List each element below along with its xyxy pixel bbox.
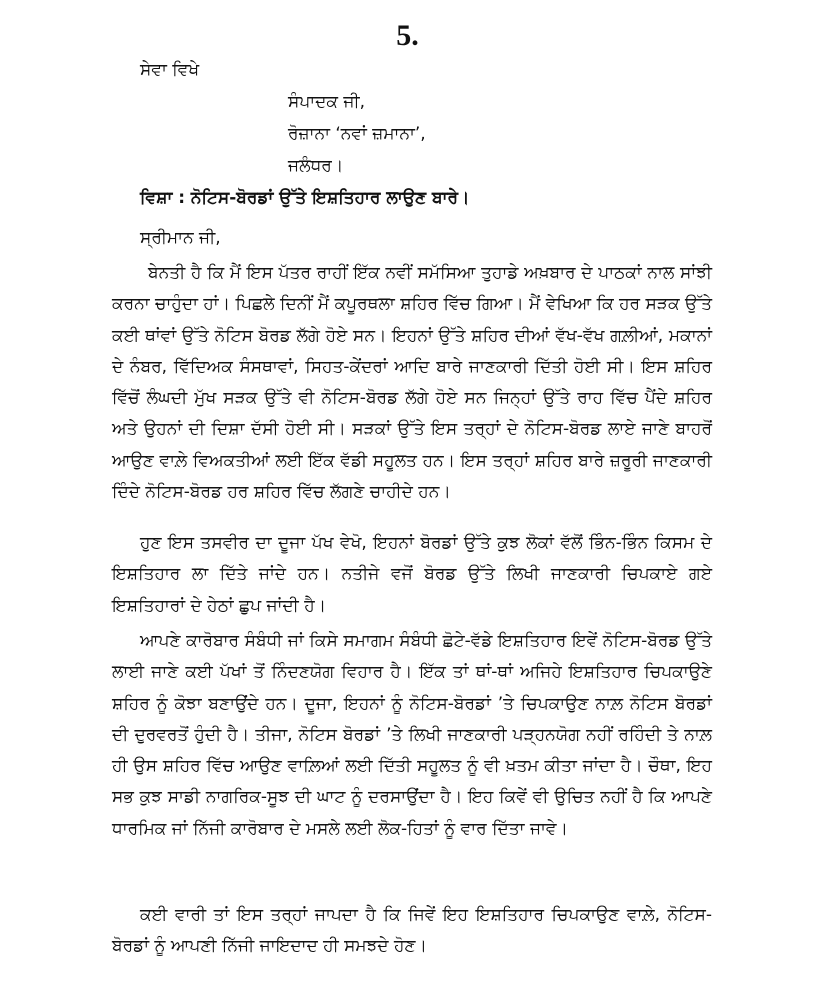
- salutation-top: ਸੇਵਾ ਵਿਖੇ: [140, 60, 200, 80]
- body-paragraph-1: ਬੇਨਤੀ ਹੈ ਕਿ ਮੈਂ ਇਸ ਪੱਤਰ ਰਾਹੀਂ ਇੱਕ ਨਵੀਂ ਸਮੱਸਿਆ ਤੁਹਾਡੇ ਅਖ਼ਬਾਰ ਦੇ ਪਾਠਕਾਂ ਨਾਲ ਸਾਂਝੀ ਕਰਨਾ ਚਾਹੁੰਦਾ ਹਾਂ। ਪਿਛਲੇ ਦਿਨੀਂ ਮੈਂ ਕਪੂਰਥਲਾ ਸ਼ਹਿਰ ਵਿੱਚ ਗਿਆ। ਮੈਂ ਵੇਖਿਆ ਕਿ ਹਰ ਸੜਕ ਉੱਤੇ ਕਈ ਥਾਂਵਾਂ ਉੱਤੇ ਨੋਟਿਸ ਬੋਰਡ ਲੱਗੇ ਹੋਏ ਸਨ। ਇਹਨਾਂ ਉੱਤੇ ਸ਼ਹਿਰ ਦੀਆਂ ਵੱਖ-ਵੱਖ ਗਲ਼ੀਆਂ, ਮਕਾਨਾਂ ਦੇ ਨੰਬਰ, ਵਿੱਦਿਅਕ ਸੰਸਥਾਵਾਂ, ਸਿਹਤ-ਕੇਂਦਰਾਂ ਆਦਿ ਬਾਰੇ ਜਾਣਕਾਰੀ ਦਿੱਤੀ ਹੋਈ ਸੀ। ਇਸ ਸ਼ਹਿਰ ਵਿੱਚੋਂ ਲੰਘਦੀ ਮੁੱਖ ਸੜਕ ਉੱਤੇ ਵੀ ਨੋਟਿਸ-ਬੋਰਡ ਲੱਗੇ ਹੋਏ ਸਨ ਜਿਨ੍ਹਾਂ ਉੱਤੇ ਰਾਹ ਵਿੱਚ ਪੈਂਦੇ ਸ਼ਹਿਰ ਅਤੇ ਉਹਨਾਂ ਦੀ ਦਿਸ਼ਾ ਦੱਸੀ ਹੋਈ ਸੀ। ਸੜਕਾਂ ਉੱਤੇ ਇਸ ਤਰ੍ਹਾਂ ਦੇ ਨੋਟਿਸ-ਬੋਰਡ ਲਾਏ ਜਾਣੇ ਬਾਹਰੋਂ ਆਉਣ ਵਾਲ਼ੇ ਵਿਅਕਤੀਆਂ ਲਈ ਇੱਕ ਵੱਡੀ ਸਹੂਲਤ ਹਨ। ਇਸ ਤਰ੍ਹਾਂ ਸ਼ਹਿਰ ਬਾਰੇ ਜ਼ਰੂਰੀ ਜਾਣਕਾਰੀ ਦਿੰਦੇ ਨੋਟਿਸ-ਬੋਰਡ ਹਰ ਸ਼ਹਿਰ ਵਿੱਚ ਲੱਗਣੇ ਚਾਹੀਦੇ ਹਨ।: [112, 263, 712, 503]
- recipient-line-city: ਜਲੰਧਰ।: [288, 156, 344, 176]
- body-paragraph-2: ਹੁਣ ਇਸ ਤਸਵੀਰ ਦਾ ਦੂਜਾ ਪੱਖ ਵੇਖੋ, ਇਹਨਾਂ ਬੋਰਡਾਂ ਉੱਤੇ ਕੁਝ ਲੋਕਾਂ ਵੱਲੋਂ ਭਿੰਨ-ਭਿੰਨ ਕਿਸਮ ਦੇ ਇਸ਼ਤਿਹਾਰ ਲਾ ਦਿੱਤੇ ਜਾਂਦੇ ਹਨ। ਨਤੀਜੇ ਵਜੋਂ ਬੋਰਡ ਉੱਤੇ ਲਿਖੀ ਜਾਣਕਾਰੀ ਚਿਪਕਾਏ ਗਏ ਇਸ਼ਤਿਹਾਰਾਂ ਦੇ ਹੇਠਾਂ ਛੁਪ ਜਾਂਦੀ ਹੈ।: [112, 533, 712, 616]
- recipient-line-newspaper: ਰੋਜ਼ਾਨਾ ‘ਨਵਾਂ ਜ਼ਮਾਨਾ’,: [288, 124, 426, 144]
- body-paragraph-4: ਕਈ ਵਾਰੀ ਤਾਂ ਇਸ ਤਰ੍ਹਾਂ ਜਾਪਦਾ ਹੈ ਕਿ ਜਿਵੇਂ ਇਹ ਇਸ਼ਤਿਹਾਰ ਚਿਪਕਾਉਣ ਵਾਲ਼ੇ, ਨੋਟਿਸ-ਬੋਰਡਾਂ ਨੂੰ ਆਪਣੀ ਨਿੱਜੀ ਜਾਇਦਾਦ ਹੀ ਸਮਝਦੇ ਹੋਣ।: [112, 905, 712, 957]
- letter-greeting: ਸ੍ਰੀਮਾਨ ਜੀ,: [140, 228, 221, 248]
- letter-subject: ਵਿਸ਼ਾ : ਨੋਟਿਸ-ਬੋਰਡਾਂ ਉੱਤੇ ਇਸ਼ਤਿਹਾਰ ਲਾਉਣ ਬਾਰੇ।: [140, 188, 470, 208]
- page-number: 5.: [396, 19, 419, 52]
- recipient-line-editor: ਸੰਪਾਦਕ ਜੀ,: [288, 92, 366, 112]
- body-paragraph-3: ਆਪਣੇ ਕਾਰੋਬਾਰ ਸੰਬੰਧੀ ਜਾਂ ਕਿਸੇ ਸਮਾਗਮ ਸੰਬੰਧੀ ਛੋਟੇ-ਵੱਡੇ ਇਸ਼ਤਿਹਾਰ ਇਵੇਂ ਨੋਟਿਸ-ਬੋਰਡ ਉੱਤੇ ਲਾਈ ਜਾਣੇ ਕਈ ਪੱਖਾਂ ਤੋਂ ਨਿੰਦਣਯੋਗ ਵਿਹਾਰ ਹੈ। ਇੱਕ ਤਾਂ ਥਾਂ-ਥਾਂ ਅਜਿਹੇ ਇਸ਼ਤਿਹਾਰ ਚਿਪਕਾਉਣੇ ਸ਼ਹਿਰ ਨੂੰ ਕੋਝਾ ਬਣਾਉਂਦੇ ਹਨ। ਦੂਜਾ, ਇਹਨਾਂ ਨੂੰ ਨੋਟਿਸ-ਬੋਰਡਾਂ ’ਤੇ ਚਿਪਕਾਉਣ ਨਾਲ਼ ਨੋਟਿਸ ਬੋਰਡਾਂ ਦੀ ਦੁਰਵਰਤੋਂ ਹੁੰਦੀ ਹੈ। ਤੀਜਾ, ਨੋਟਿਸ ਬੋਰਡਾਂ ’ਤੇ ਲਿਖੀ ਜਾਣਕਾਰੀ ਪੜ੍ਹਨਯੋਗ ਨਹੀਂ ਰਹਿੰਦੀ ਤੇ ਨਾਲ਼ ਹੀ ਉਸ ਸ਼ਹਿਰ ਵਿੱਚ ਆਉਣ ਵਾਲ਼ਿਆਂ ਲਈ ਦਿੱਤੀ ਸਹੂਲਤ ਨੂੰ ਵੀ ਖ਼ਤਮ ਕੀਤਾ ਜਾਂਦਾ ਹੈ। ਚੌਥਾ, ਇਹ ਸਭ ਕੁਝ ਸਾਡੀ ਨਾਗਰਿਕ-ਸੂਝ ਦੀ ਘਾਟ ਨੂੰ ਦਰਸਾਉਂਦਾ ਹੈ। ਇਹ ਕਿਵੇਂ ਵੀ ਉਚਿਤ ਨਹੀਂ ਹੈ ਕਿ ਆਪਣੇ ਧਾਰਮਿਕ ਜਾਂ ਨਿੱਜੀ ਕਾਰੋਬਾਰ ਦੇ ਮਸਲੇ ਲਈ ਲੋਕ-ਹਿਤਾਂ ਨੂੰ ਵਾਰ ਦਿੱਤਾ ਜਾਵੇ।: [112, 631, 712, 839]
